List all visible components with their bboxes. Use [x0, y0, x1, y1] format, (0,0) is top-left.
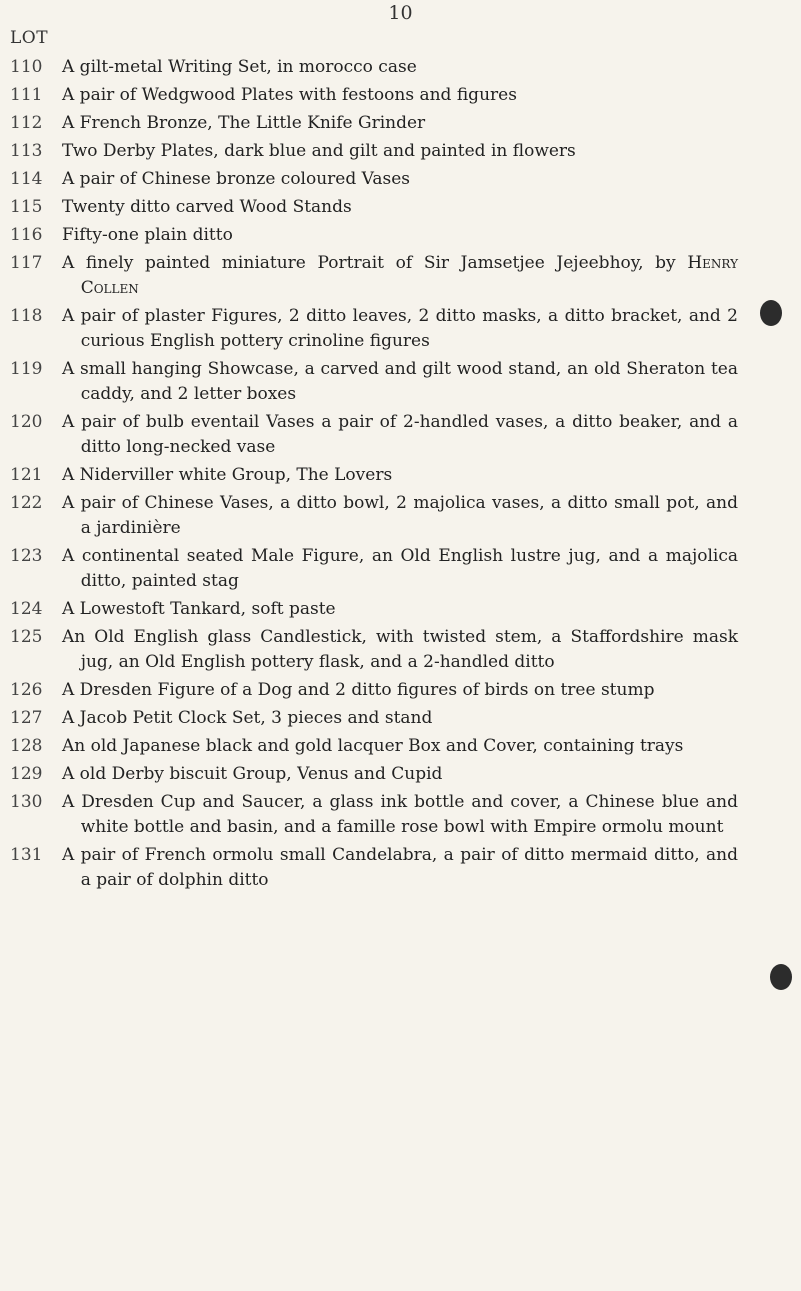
lot-entry [0, 544, 801, 594]
lot-entry [0, 706, 801, 731]
lot-entry [0, 625, 801, 675]
lot-entry [0, 357, 801, 407]
lot-description: A continental seated Male Figure, an Old English lustre jug, and a majolica ditto, painted stag [62, 546, 738, 591]
lot-column-heading: LOT [10, 28, 49, 48]
page-number: 10 [388, 2, 413, 24]
lot-number: 118 [10, 306, 43, 326]
lot-entry [0, 410, 801, 460]
lot-entry [0, 678, 801, 703]
lot-entry [0, 843, 801, 893]
lot-number: 121 [10, 465, 43, 485]
lot-entry [0, 251, 801, 301]
lot-entry [0, 762, 801, 787]
artist-name: Henry Collen [80, 253, 738, 298]
lot-description: A pair of Wedgwood Plates with festoons and figures [62, 85, 517, 105]
lot-number: 115 [10, 197, 43, 217]
lot-description: A pair of bulb eventail Vases a pair of 2-handled vases, a ditto beaker, and a ditto long-necked vase [62, 412, 738, 457]
ink-blot-marker [770, 964, 792, 990]
lot-entry [0, 463, 801, 488]
lot-entry [0, 790, 801, 840]
lot-number: 128 [10, 736, 43, 756]
lot-description: A old Derby biscuit Group, Venus and Cupid [62, 764, 443, 784]
lot-number: 126 [10, 680, 43, 700]
lot-number: 112 [10, 113, 43, 133]
lot-description: A French Bronze, The Little Knife Grinder [62, 113, 426, 133]
lot-entry [0, 55, 801, 80]
lot-number: 113 [10, 141, 43, 161]
lot-description: Fifty-one plain ditto [62, 225, 233, 245]
lot-description: A Lowestoft Tankard, soft paste [62, 599, 336, 619]
lot-entry [0, 83, 801, 108]
lot-entry [0, 111, 801, 136]
lot-entry [0, 734, 801, 759]
lot-number: 117 [10, 253, 43, 273]
lot-description: Twenty ditto carved Wood Stands [62, 197, 352, 217]
lot-description: A Dresden Cup and Saucer, a glass ink bottle and cover, a Chinese blue and white bottle and basin, and a famille rose bowl with Empire ormolu mount [62, 792, 738, 837]
lot-number: 111 [10, 85, 43, 105]
lot-number: 130 [10, 792, 43, 812]
lot-entry [0, 597, 801, 622]
lot-entry [0, 167, 801, 192]
lot-entry [0, 304, 801, 354]
lot-number: 119 [10, 359, 43, 379]
lot-description: A pair of Chinese Vases, a ditto bowl, 2 majolica vases, a ditto small pot, and a jardinière [62, 493, 738, 538]
lot-number: 110 [10, 57, 43, 77]
lot-description [62, 251, 738, 301]
lot-description: A pair of French ormolu small Candelabra, a pair of ditto mermaid ditto, and a pair of dolphin ditto [62, 845, 738, 890]
lot-description: A small hanging Showcase, a carved and gilt wood stand, an old Sheraton tea caddy, and 2 letter boxes [62, 359, 738, 404]
lot-description: An Old English glass Candlestick, with twisted stem, a Staffordshire mask jug, an Old English pottery flask, and a 2-handled ditto [62, 627, 738, 672]
lot-number: 124 [10, 599, 43, 619]
lot-description: A gilt-metal Writing Set, in morocco case [62, 57, 417, 77]
lot-description: Two Derby Plates, dark blue and gilt and painted in flowers [62, 141, 576, 161]
lot-entry [0, 139, 801, 164]
lot-number: 123 [10, 546, 43, 566]
ink-blot-marker [760, 300, 782, 326]
lot-number: 120 [10, 412, 43, 432]
lot-description: A pair of Chinese bronze coloured Vases [62, 169, 411, 189]
lot-number: 127 [10, 708, 43, 728]
lot-description: A pair of plaster Figures, 2 ditto leaves, 2 ditto masks, a ditto bracket, and 2 curious English pottery crinoline figures [62, 306, 738, 351]
lot-description: An old Japanese black and gold lacquer Box and Cover, containing trays [62, 736, 684, 756]
lot-number: 114 [10, 169, 43, 189]
lot-entry [0, 223, 801, 248]
lot-number: 129 [10, 764, 43, 784]
lot-entry [0, 491, 801, 541]
lot-description: A Niderviller white Group, The Lovers [62, 465, 393, 485]
lot-list [0, 55, 801, 896]
lot-number: 116 [10, 225, 43, 245]
lot-description-text: A finely painted miniature Portrait of Sir Jamsetjee Jejeebhoy, by [62, 253, 676, 273]
lot-number: 122 [10, 493, 43, 513]
lot-number: 125 [10, 627, 43, 647]
lot-entry [0, 195, 801, 220]
lot-number: 131 [10, 845, 43, 865]
lot-description: A Dresden Figure of a Dog and 2 ditto figures of birds on tree stump [62, 680, 655, 700]
lot-description: A Jacob Petit Clock Set, 3 pieces and stand [62, 708, 433, 728]
